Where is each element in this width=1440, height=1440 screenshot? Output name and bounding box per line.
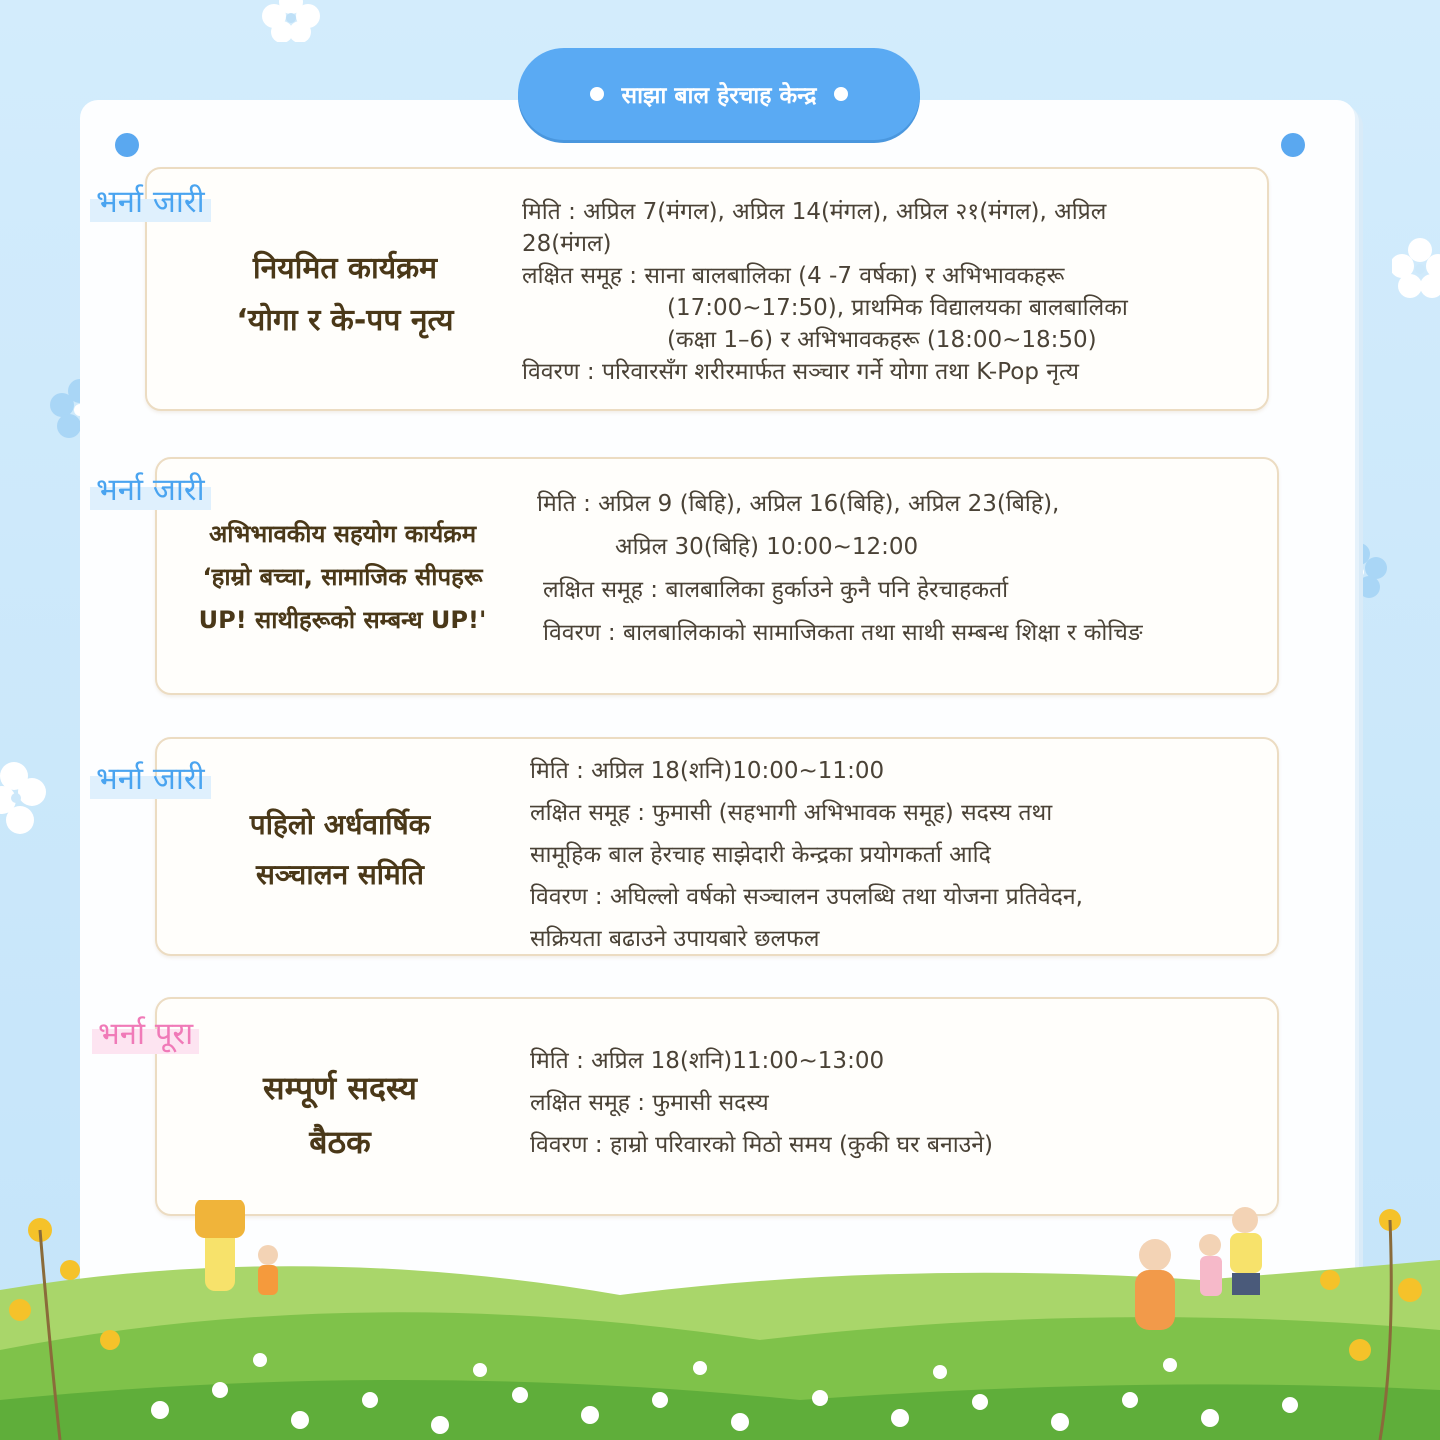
program-title [180, 800, 500, 900]
desc-line: विवरण : बालबालिकाको सामाजिकता तथा साथी सम्बन्ध शिक्षा र कोचिङ [543, 620, 1143, 646]
date-line: 28(मंगल) [522, 231, 612, 257]
target-line: लक्षित समूह : साना बालबालिका (4 -7 वर्षका) र अभिभावकहरू [522, 263, 1065, 289]
header-title: साझा बाल हेरचाह केन्द्र [621, 83, 817, 109]
dot-icon [590, 87, 604, 101]
pin-dot [1281, 133, 1305, 157]
program-details [530, 750, 1250, 960]
target-line: (17:00~17:50), प्राथमिक विद्यालयका बालबालिका [667, 295, 1128, 321]
program-title [180, 1060, 500, 1170]
flower-icon [1392, 238, 1440, 302]
target-line: लक्षित समूह : बालबालिका हुर्काउने कुनै पनि हेरचाहकर्ता [543, 577, 1009, 603]
desc-line: विवरण : परिवारसँग शरीरमार्फत सञ्चार गर्ने योगा तथा K-Pop नृत्य [522, 359, 1080, 385]
flower-icon [0, 760, 48, 840]
program-title [180, 235, 510, 355]
date-line: मिति : अप्रिल 18(शनि)11:00~13:00 [530, 1048, 885, 1074]
target-line: लक्षित समूह : फुमासी सदस्य [530, 1090, 769, 1116]
title-line: बैठक [309, 1123, 371, 1161]
status-badge: भर्ना जारी [90, 757, 211, 799]
desc-line: सक्रियता बढाउने उपायबारे छलफल [530, 926, 820, 952]
status-badge: भर्ना जारी [90, 468, 211, 510]
title-line: ‘योगा र के-पप नृत्य [236, 303, 454, 338]
target-line: लक्षित समूह : फुमासी (सहभागी अभिभावक समूह) सदस्य तथा [530, 800, 1053, 826]
status-badge: भर्ना जारी [90, 180, 211, 222]
date-line: मिति : अप्रिल 7(मंगल), अप्रिल 14(मंगल), अप्रिल २१(मंगल), अप्रिल [522, 199, 1107, 225]
program-details [522, 196, 1242, 388]
meadow-illustration [0, 1200, 1440, 1440]
title-line: नियमित कार्यक्रम [252, 251, 438, 286]
title-line: अभिभावकीय सहयोग कार्यक्रम [208, 519, 477, 548]
target-line: सामूहिक बाल हेरचाह साझेदारी केन्द्रका प्रयोगकर्ता आदि [530, 842, 991, 868]
title-line: सम्पूर्ण सदस्य [263, 1069, 417, 1107]
date-line: मिति : अप्रिल 9 (बिहि), अप्रिल 16(बिहि), अप्रिल 23(बिहि), [537, 491, 1060, 517]
date-line: मिति : अप्रिल 18(शनि)10:00~11:00 [530, 758, 885, 784]
desc-line: विवरण : अघिल्लो वर्षको सञ्चालन उपलब्धि तथा योजना प्रतिवेदन, [530, 884, 1083, 910]
dot-icon [834, 87, 848, 101]
program-details [530, 1040, 1250, 1166]
title-line: सञ्चालन समिति [255, 858, 424, 891]
pin-dot [115, 133, 139, 157]
program-title [165, 512, 520, 642]
status-badge: भर्ना पूरा [92, 1012, 199, 1054]
desc-line: विवरण : हाम्रो परिवारको मिठो समय (कुकी घर बनाउने) [530, 1132, 994, 1158]
flower-icon [258, 0, 324, 42]
target-line: (कक्षा 1–6) र अभिभावकहरू (18:00~18:50) [667, 327, 1097, 353]
title-line: पहिलो अर्धवार्षिक [249, 808, 431, 841]
title-line: ‘हाम्रो बच्चा, सामाजिक सीपहरू [202, 562, 483, 591]
header-banner [518, 48, 920, 140]
title-line: UP! साथीहरूको सम्बन्ध UP!' [198, 605, 487, 634]
date-line: अप्रिल 30(बिहि) 10:00~12:00 [615, 534, 919, 560]
program-details [537, 483, 1272, 655]
